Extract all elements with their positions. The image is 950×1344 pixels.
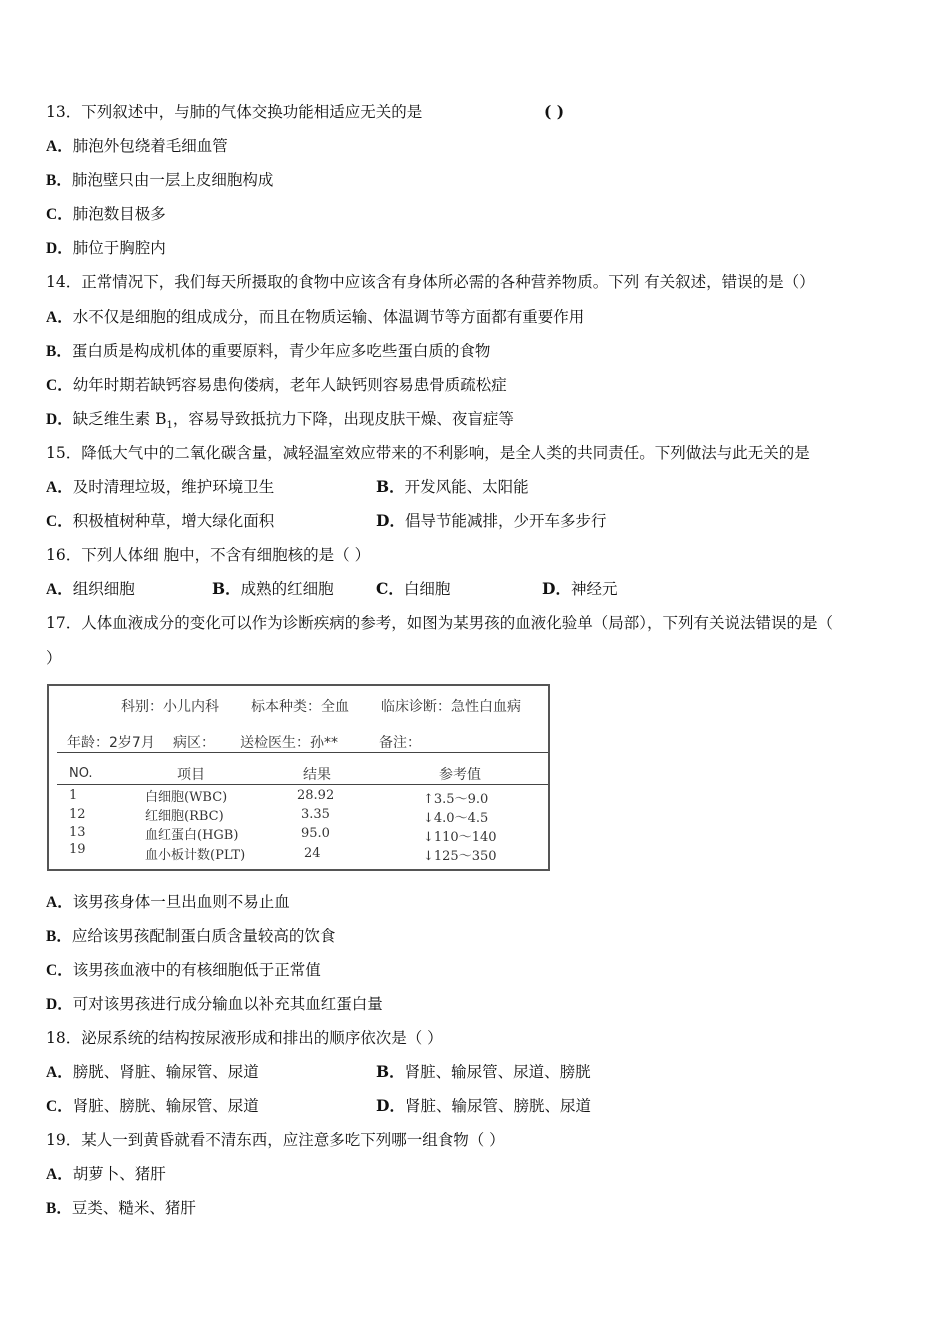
report-row-no: 13 — [69, 825, 86, 840]
q16-option-d: D．神经元 — [542, 579, 618, 598]
q15-option-a: A．及时清理垃圾，维护环境卫生 — [46, 478, 275, 496]
q17-option-c: C．该男孩血液中的有核细胞低于正常值 — [46, 961, 321, 979]
q16-option-c: C．白细胞 — [376, 579, 451, 598]
q15-option-c: C．积极植树种草，增大绿化面积 — [46, 512, 275, 530]
report-row-result: 3.35 — [301, 807, 330, 822]
report-row-no: 12 — [69, 807, 86, 822]
q16-option-b: B．成熟的红细胞 — [212, 579, 334, 598]
q14-option-c: C．幼年时期若缺钙容易患佝偻病，老年人缺钙则容易患骨质疏松症 — [46, 376, 507, 394]
report-divider-header — [57, 784, 548, 785]
q13-option-c: C．肺泡数目极多 — [46, 205, 166, 223]
q17-option-d: D．可对该男孩进行成分输血以补充其血红蛋白量 — [46, 995, 383, 1013]
q13-option-a: A．肺泡外包绕着毛细血管 — [46, 137, 228, 155]
q15-option-d: D．倡导节能减排，少开车多步行 — [376, 511, 607, 530]
q14-option-a: A．水不仅是细胞的组成成分，而且在物质运输、体温调节等方面都有重要作用 — [46, 308, 585, 326]
question-16-stem: 16．下列人体细 胞中，不含有细胞核的是（ ） — [46, 546, 371, 564]
q18-option-b: B．肾脏、输尿管、尿道、膀胱 — [376, 1062, 591, 1081]
q17-option-a: A．该男孩身体一旦出血则不易止血 — [46, 893, 290, 911]
report-divider-top — [57, 752, 548, 753]
report-row-no: 1 — [69, 788, 78, 803]
report-row-ref: ↓125～350 — [423, 849, 497, 864]
q19-option-a: A．胡萝卜、猪肝 — [46, 1165, 166, 1183]
report-header-result: 结果 — [303, 767, 331, 783]
report-row-ref: ↓4.0～4.5 — [423, 811, 489, 826]
report-age: 年龄：2岁7月 — [67, 735, 155, 751]
report-header-no: NO. — [69, 766, 93, 781]
question-13-stem: 13．下列叙述中，与肺的气体交换功能相适应无关的是 — [46, 103, 423, 121]
report-dept: 科别：小儿内科 — [121, 699, 219, 715]
q13-option-d: D．肺位于胸腔内 — [46, 239, 166, 257]
report-row-no: 19 — [69, 842, 86, 857]
q16-option-a: A．组织细胞 — [46, 580, 135, 598]
report-doctor: 送检医生：孙** — [240, 735, 338, 751]
question-17-stem: 17．人体血液成分的变化可以作为诊断疾病的参考，如图为某男孩的血液化验单（局部），下列有关说法错误的是（ — [46, 614, 833, 632]
report-row-item: 红细胞(RBC) — [145, 809, 224, 824]
report-row-result: 95.0 — [301, 826, 330, 841]
q13-option-b: B．肺泡壁只由一层上皮细胞构成 — [46, 171, 274, 189]
report-header-item: 项目 — [177, 767, 205, 783]
q18-option-d: D．肾脏、输尿管、膀胱、尿道 — [376, 1096, 591, 1115]
question-15-stem: 15．降低大气中的二氧化碳含量，减轻温室效应带来的不利影响，是全人类的共同责任。下列做法与此无关的是 — [46, 444, 810, 462]
question-19-stem: 19．某人一到黄昏就看不清东西，应注意多吃下列哪一组食物（ ） — [46, 1131, 505, 1149]
report-row-item: 血小板计数(PLT) — [145, 848, 246, 863]
q17-option-b: B．应给该男孩配制蛋白质含量较高的饮食 — [46, 927, 336, 945]
report-row-item: 白细胞(WBC) — [145, 790, 228, 805]
report-note: 备注： — [379, 735, 421, 751]
q14-option-b: B．蛋白质是构成机体的重要原料，青少年应多吃些蛋白质的食物 — [46, 342, 491, 360]
report-sample: 标本种类：全血 — [251, 699, 349, 715]
report-row-result: 28.92 — [297, 788, 335, 803]
question-18-stem: 18．泌尿系统的结构按尿液形成和排出的顺序依次是（ ） — [46, 1029, 443, 1047]
report-ward: 病区： — [173, 735, 215, 751]
report-row-result: 24 — [304, 846, 321, 861]
report-row-ref: ↑3.5～9.0 — [423, 792, 489, 807]
q19-option-b: B．豆类、糙米、猪肝 — [46, 1199, 196, 1217]
report-header-ref: 参考值 — [439, 767, 481, 783]
question-17-stem-end: ） — [46, 649, 62, 667]
answer-blank: ( ) — [544, 102, 565, 121]
q15-option-b: B．开发风能、太阳能 — [376, 477, 529, 496]
q14-option-d: D．缺乏维生素 $B_1$，容易导致抵抗力下降，出现皮肤干燥、夜盲症等 — [46, 410, 514, 432]
blood-test-report — [47, 684, 550, 871]
question-14-stem: 14．正常情况下，我们每天所摄取的食物中应该含有身体所必需的各种营养物质。下列 有关叙述，错误的是（） — [46, 273, 815, 291]
report-row-item: 血红蛋白(HGB) — [145, 828, 239, 843]
report-row-ref: ↓110～140 — [423, 830, 497, 845]
q18-option-c: C．肾脏、膀胱、输尿管、尿道 — [46, 1097, 259, 1115]
q18-option-a: A．膀胱、肾脏、输尿管、尿道 — [46, 1063, 259, 1081]
report-diagnosis: 临床诊断：急性白血病 — [381, 699, 521, 715]
